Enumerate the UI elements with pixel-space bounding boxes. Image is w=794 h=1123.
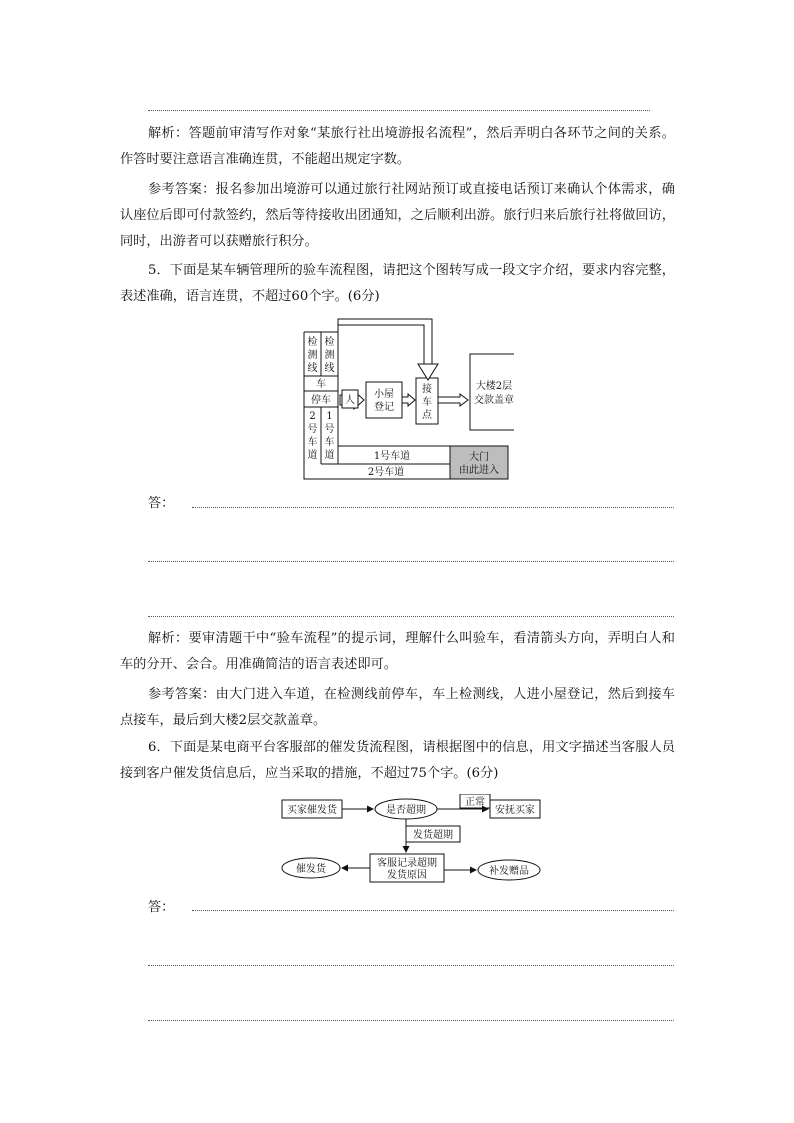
lane2-v-2: 号 [307,424,318,435]
label-ren: 人 [345,395,355,406]
vehicle-inspection-flowchart [300,314,514,484]
answer-line-q5-3[interactable] [148,616,674,617]
lane1-v-4: 道 [324,450,335,461]
building-2: 交款盖章 [474,395,514,406]
gate-1: 大门 [469,452,489,463]
question-5-reference-answer: 参考答案：由大门进入车道，在检测线前停车，车上检测线，人进小屋登记，然后到接车点接车，最后到大楼2层交款盖章。 [120,687,675,728]
reference-answer-paragraph: 参考答案：报名参加出境游可以通过旅行社网站预订或直接电话预订来确认个体需求，确认座位后即可付款签约，然后等待接收出团通知，之后顺利出游。旅行归来后旅行社将做回访，同时，出游者可以获赠旅行积分。 [120,182,675,249]
lane2-label: 2号车道 [367,467,405,478]
node-record-2: 发货原因 [387,870,427,881]
urge-shipping-flowchart [280,794,542,886]
node-overdue-question: 是否超期 [386,805,426,816]
question-6-prompt: 6．下面是某电商平台客服部的催发货流程图，请根据图中的信息，用文字描述当客服人员接到客户催发货信息后，应当采取的措施，不超过75个字。(6分) [120,740,675,781]
answer-line-q5-1[interactable] [192,507,674,508]
node-record-1: 客服记录超期 [377,858,437,869]
answer-line-q6-2[interactable] [148,965,674,966]
lane1-v-1: 1 [326,411,333,422]
answer-label-q6: 答： [148,900,175,915]
edge-normal: 正常 [465,797,485,808]
pickup-3: 点 [422,410,432,421]
lane1-v-2: 号 [324,424,335,435]
answer-label-q5: 答： [148,496,175,511]
node-buyer: 买家催发货 [287,805,337,816]
small-house-2: 登记 [374,402,394,413]
question-5-analysis: 解析：要审清题干中“验车流程”的提示词，理解什么叫验车，看清箭头方向，弄明白人和车的分开、会合。用准确简洁的语言表述即可。 [120,631,675,672]
answer-line-q5-2[interactable] [148,561,674,562]
node-soothe: 安抚买家 [495,805,535,816]
lane1-label: 1号车道 [373,451,411,462]
test-line-left-2: 测 [307,350,318,361]
pickup-1: 接 [422,384,432,395]
separator-top [148,110,650,111]
lane2-v-1: 2 [309,411,316,422]
answer-line-q6-3[interactable] [148,1020,674,1021]
test-line-right-3: 线 [324,363,335,374]
question-5-prompt: 5．下面是某车辆管理所的验车流程图，请把这个图转写成一段文字介绍，要求内容完整，表述准确，语言连贯，不超过60个字。(6分) [120,263,675,304]
node-urge: 催发货 [296,864,326,875]
analysis-paragraph: 解析：答题前审清写作对象“某旅行社出境游报名流程”，然后弄明白各环节之间的关系。作答时要注意语言准确连贯，不能超出规定字数。 [120,126,675,167]
lane1-v-3: 车 [324,437,335,448]
test-line-right-1: 检 [324,337,335,348]
test-line-left-1: 检 [307,337,318,348]
node-gift: 补发赠品 [489,866,529,877]
lane2-v-4: 道 [307,450,318,461]
answer-line-q6-1[interactable] [192,910,674,911]
pickup-2: 车 [422,397,432,408]
edge-late: 发货超期 [413,830,453,841]
small-house-1: 小屋 [374,389,394,400]
lane2-v-3: 车 [307,437,318,448]
gate-2: 由此进入 [459,465,499,476]
test-line-left-3: 线 [307,363,318,374]
test-line-right-2: 测 [324,350,335,361]
building-1: 大楼2层 [475,381,513,392]
label-che: 车 [316,379,326,390]
label-tingche: 停车 [311,395,331,406]
